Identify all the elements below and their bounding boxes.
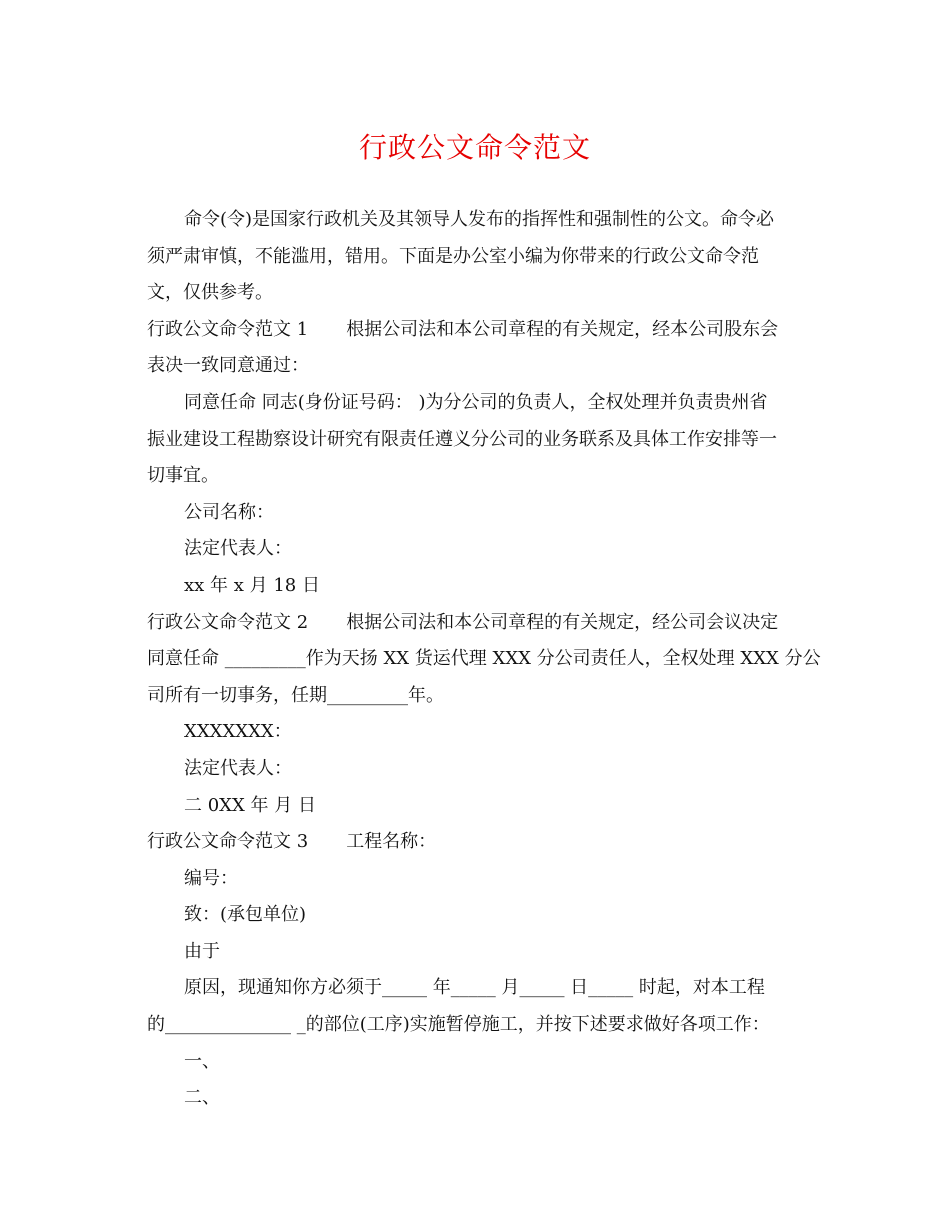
list-item: 二、 [184, 1087, 220, 1109]
list-item: 一、 [184, 1050, 220, 1072]
paragraph-line: 由于 [184, 940, 220, 962]
paragraph-line: 根据公司法和本公司章程的有关规定，经公司会议决定 [346, 611, 779, 633]
section-heading: 行政公文命令范文 2 [147, 611, 309, 633]
paragraph-line: 司所有一切事务，任期_________年。 [147, 684, 444, 706]
paragraph-line: 同意任命 _________作为天扬 XX 货运代理 XXX 分公司责任人，全权处理 XXX 分公 [147, 648, 821, 670]
recipient-field: 致：(承包单位) [184, 904, 307, 926]
paragraph-line: 文，仅供参考。 [147, 282, 273, 304]
paragraph-line: 命令(令)是国家行政机关及其领导人发布的指挥性和强制性的公文。命令必 [184, 209, 775, 230]
section-heading: 行政公文命令范文 3 [147, 831, 309, 853]
document-title: 行政公文命令范文 [358, 131, 591, 164]
project-name-field: 工程名称： [346, 831, 437, 853]
paragraph-line: 同意任命 同志(身份证号码： )为分公司的负责人，全权处理并负责贵州省 [184, 391, 768, 413]
paragraph-line: 振业建设工程勘察设计研究有限责任遵义分公司的业务联系及具体工作安排等一 [147, 428, 777, 450]
section-heading-line [147, 312, 803, 349]
paragraph-line: 须严肃审慎，不能滥用，错用。下面是办公室小编为你带来的行政公文命令范 [147, 245, 759, 267]
date-line: xx 年 x 月 18 日 [184, 574, 320, 596]
serial-number-field: 编号： [184, 867, 238, 889]
date-line: 二 0XX 年 月 日 [184, 794, 316, 816]
paragraph-line: 原因，现通知你方必须于_____ 年_____ 月_____ 日_____ 时起，对本工程 [184, 977, 765, 999]
paragraph-line: 的______________ _的部位(工序)实施暂停施工，并按下述要求做好各项工作： [147, 1014, 770, 1036]
company-field: XXXXXXX： [184, 721, 292, 743]
paragraph-line: 表决一致同意通过： [147, 355, 309, 377]
company-name-field: 公司名称： [184, 501, 274, 523]
paragraph-line: 根据公司法和本公司章程的有关规定，经本公司股东会 [346, 318, 779, 340]
document-body [147, 202, 821, 1117]
section-heading-line [147, 605, 803, 642]
legal-rep-field: 法定代表人： [184, 538, 292, 560]
section-heading-line [147, 824, 803, 861]
paragraph-line: 切事宜。 [147, 465, 219, 487]
section-heading: 行政公文命令范文 1 [147, 318, 309, 340]
legal-rep-field: 法定代表人： [184, 757, 292, 779]
